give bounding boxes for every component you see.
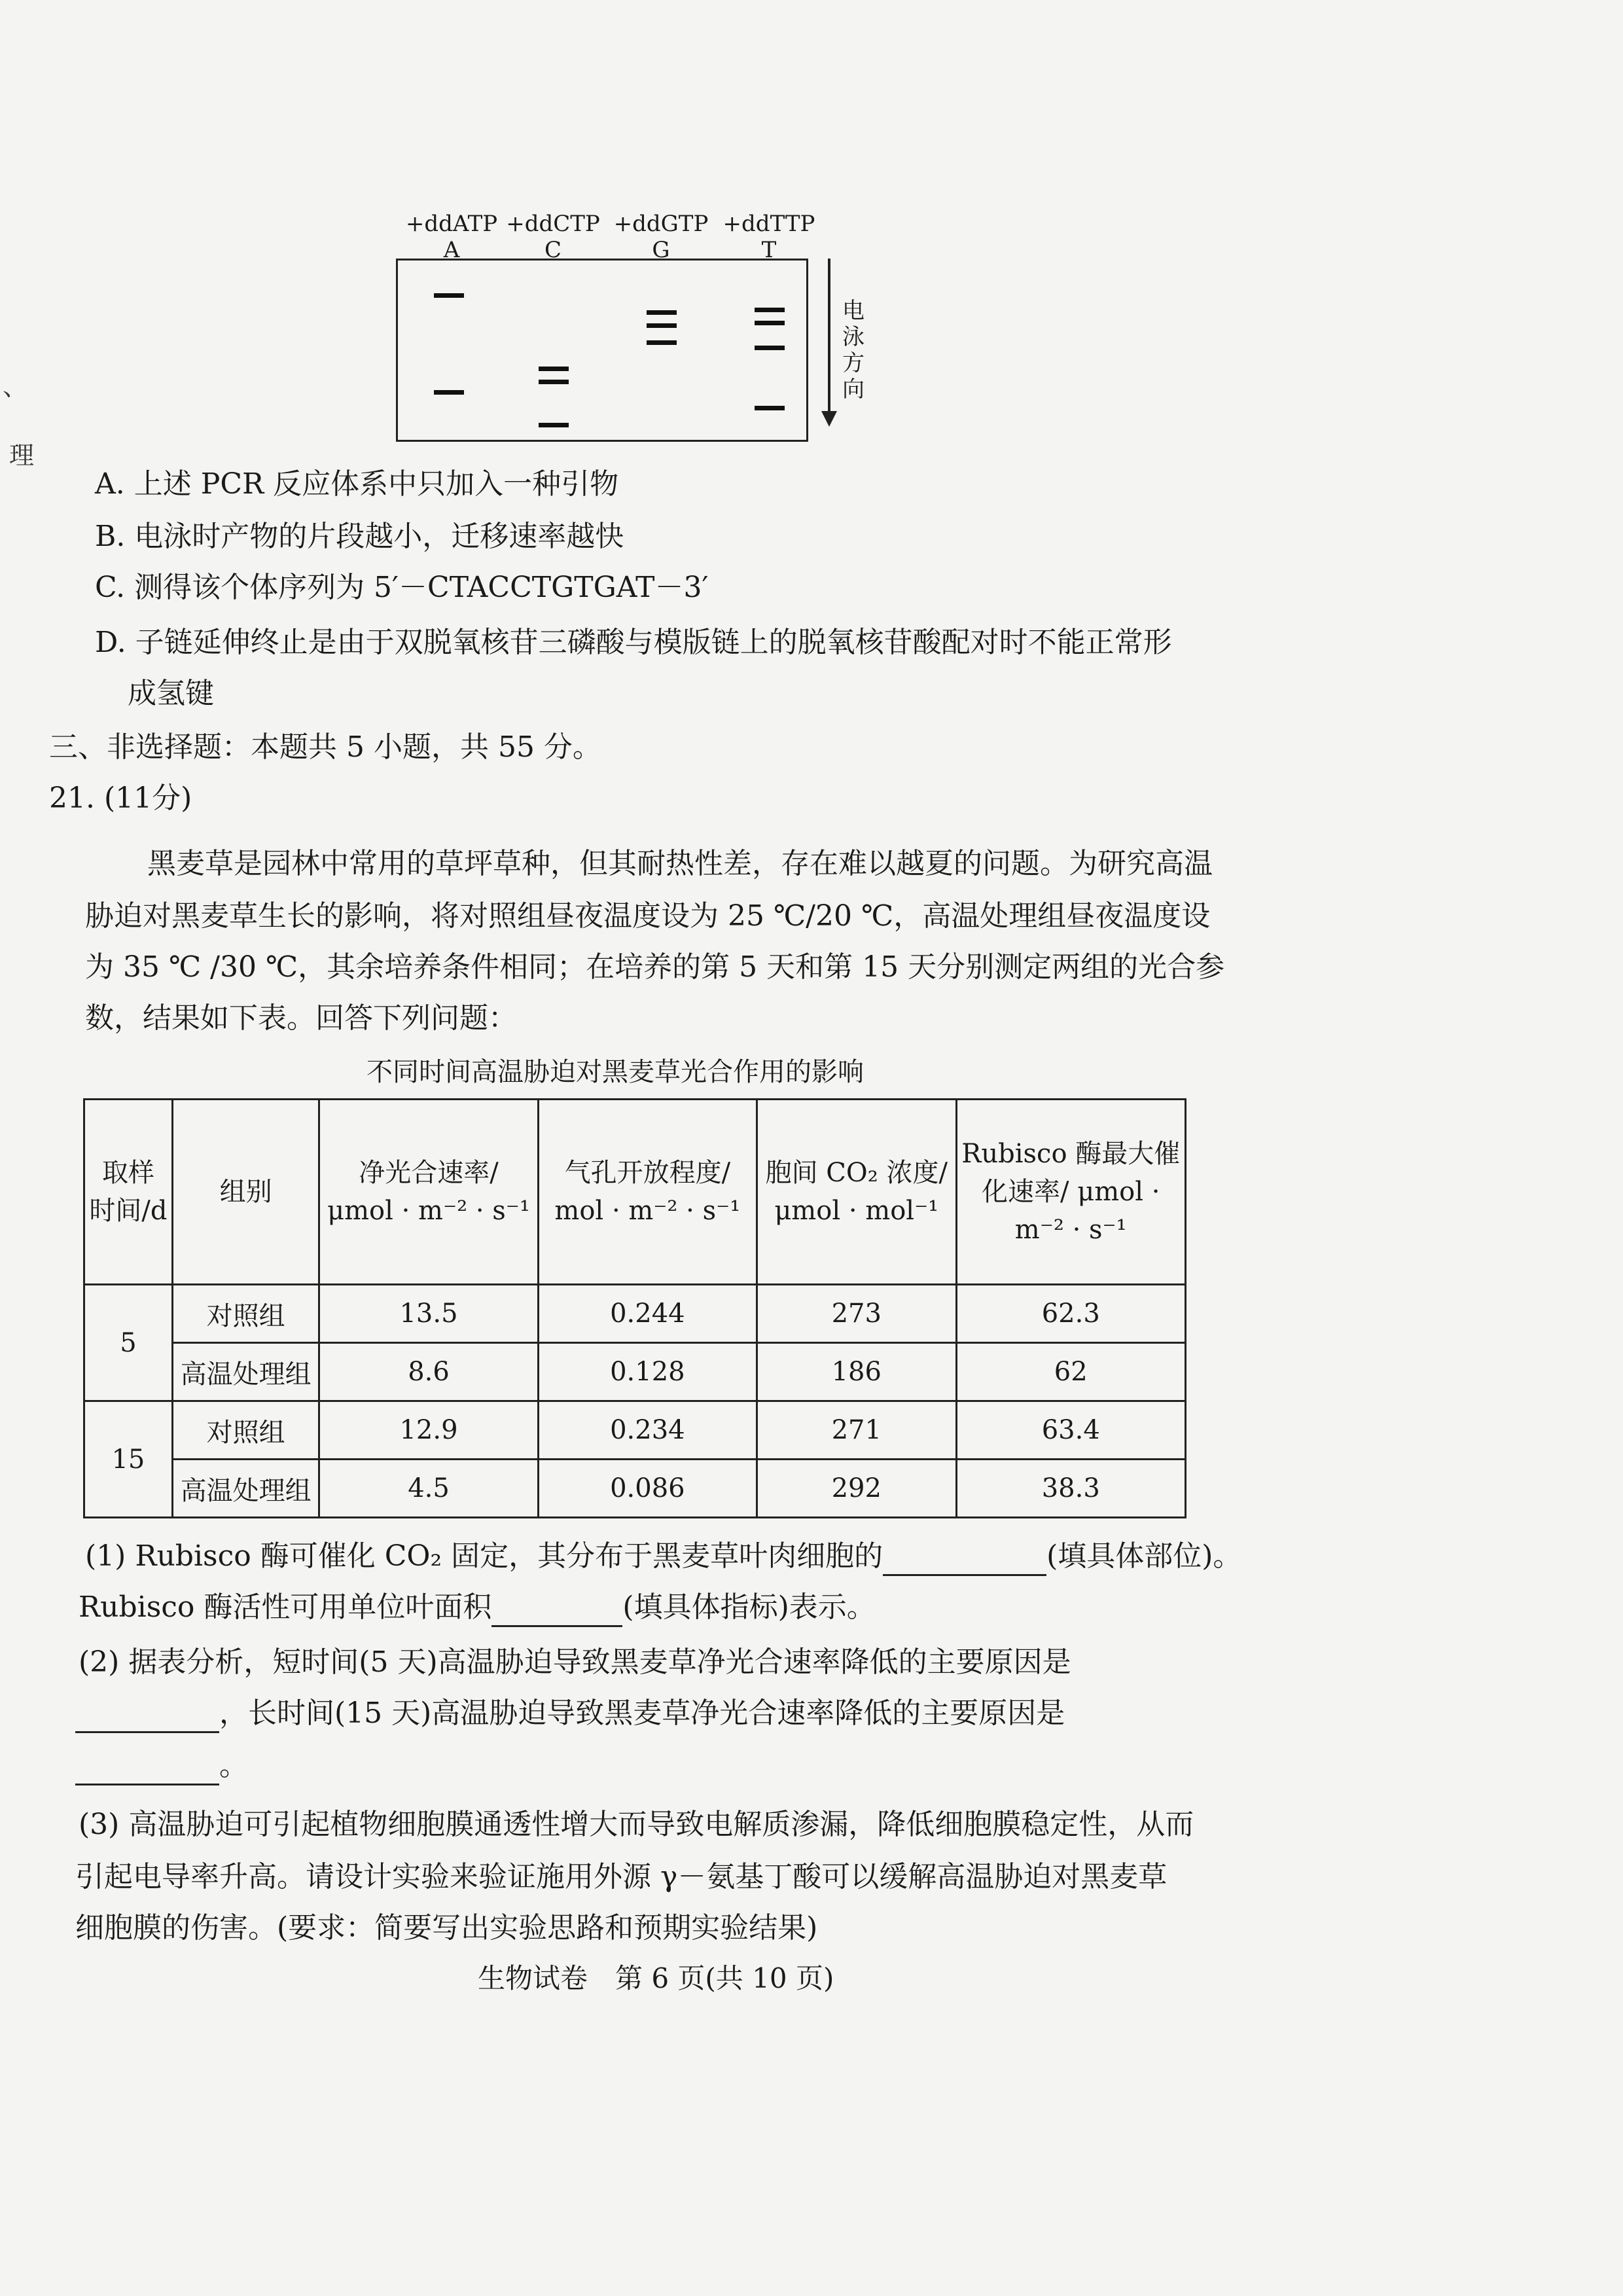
gel-band — [755, 308, 785, 312]
table-row — [84, 1343, 1186, 1401]
answer-blank[interactable] — [883, 1545, 1046, 1576]
cell-net: 12.9 — [319, 1401, 538, 1460]
q21-intro-line: 数，结果如下表。回答下列问题： — [85, 1001, 517, 1035]
gel-band — [647, 323, 677, 328]
direction-arrow-icon — [828, 259, 830, 412]
cell-rubisco: 62 — [956, 1343, 1186, 1401]
header-stomata: 气孔开放程度/ mol · m⁻² · s⁻¹ — [538, 1100, 757, 1285]
gel-band — [539, 367, 569, 371]
cell-stomata: 0.234 — [538, 1401, 757, 1460]
lane-t-base-label: T — [761, 237, 777, 263]
q21-intro-line: 为 35 ℃ /30 ℃，其余培养条件相同；在培养的第 5 天和第 15 天分别测定两组的光合参 — [85, 950, 1225, 984]
gel-band — [434, 390, 464, 395]
cell-day: 5 — [84, 1285, 173, 1401]
q21-part2-end: 。 — [219, 1749, 248, 1782]
cell-group: 高温处理组 — [172, 1343, 319, 1401]
page-footer: 生物试卷 第 6 页(共 10 页) — [478, 1962, 834, 1994]
cell-rubisco: 38.3 — [956, 1460, 1186, 1518]
lane-g-base-label: G — [652, 237, 670, 263]
margin-mark: 、 — [3, 372, 28, 401]
gel-diagram — [396, 259, 808, 442]
gel-band — [647, 310, 677, 315]
lane-a-top-label: +ddATP — [405, 211, 498, 237]
q21-part1-hint: (填具体部位)。 — [1046, 1539, 1242, 1573]
option-c: C. 测得该个体序列为 5′－CTACCTGTGAT－3′ — [95, 571, 709, 604]
option-a: A. 上述 PCR 反应体系中只加入一种引物 — [95, 467, 619, 501]
lane-g-top-label: +ddGTP — [613, 211, 709, 237]
lane-a-base-label: A — [443, 237, 460, 263]
cell-stomata: 0.086 — [538, 1460, 757, 1518]
q21-part3-line2: 引起电导率升高。请设计实验来验证施用外源 γ－氨基丁酸可以缓解高温胁迫对黑麦草 — [75, 1860, 1168, 1893]
header-rubisco: Rubisco 酶最大催化速率/ μmol · m⁻² · s⁻¹ — [956, 1100, 1186, 1285]
table-row — [84, 1401, 1186, 1460]
q21-part1-line1 — [85, 1537, 1241, 1576]
header-group: 组别 — [172, 1100, 319, 1285]
gel-band — [539, 380, 569, 384]
gel-band — [539, 423, 569, 427]
answer-blank[interactable] — [75, 1755, 219, 1785]
cell-group: 高温处理组 — [172, 1460, 319, 1518]
q21-part1-line2 — [79, 1588, 876, 1627]
header-co2: 胞间 CO₂ 浓度/ μmol · mol⁻¹ — [757, 1100, 956, 1285]
direction-label: 电泳方向 — [842, 298, 865, 403]
cell-co2: 271 — [757, 1401, 956, 1460]
cell-stomata: 0.128 — [538, 1343, 757, 1401]
answer-blank[interactable] — [75, 1702, 219, 1733]
q21-part3-line3: 细胞膜的伤害。(要求：简要写出实验思路和预期实验结果) — [75, 1911, 818, 1945]
gel-band — [755, 346, 785, 350]
option-d-cont: 成氢键 — [128, 677, 214, 710]
gel-band — [755, 406, 785, 410]
q21-part1-hint2: (填具体指标)表示。 — [622, 1590, 876, 1624]
q21-part2-line1: (2) 据表分析，短时间(5 天)高温胁迫导致黑麦草净光合速率降低的主要原因是 — [79, 1645, 1071, 1679]
cell-co2: 273 — [757, 1285, 956, 1343]
answer-blank[interactable] — [491, 1596, 622, 1627]
q21-part2-line2 — [75, 1694, 1065, 1733]
cell-group: 对照组 — [172, 1401, 319, 1460]
data-table — [83, 1098, 1186, 1518]
table-title: 不同时间高温胁迫对黑麦草光合作用的影响 — [366, 1057, 864, 1087]
q21-part1-text2: Rubisco 酶活性可用单位叶面积 — [79, 1590, 492, 1624]
gel-band — [755, 321, 785, 325]
lane-t-top-label: +ddTTP — [722, 211, 815, 237]
cell-stomata: 0.244 — [538, 1285, 757, 1343]
cell-rubisco: 63.4 — [956, 1401, 1186, 1460]
margin-mark: 理 — [9, 441, 35, 470]
q21-part3-line1: (3) 高温胁迫可引起植物细胞膜通透性增大而导致电解质渗漏，降低细胞膜稳定性，从而 — [79, 1808, 1194, 1841]
arrow-down-icon — [821, 411, 837, 427]
lane-c-base-label: C — [544, 237, 562, 263]
cell-net: 13.5 — [319, 1285, 538, 1343]
option-b: B. 电泳时产物的片段越小，迁移速率越快 — [95, 520, 624, 553]
option-d: D. 子链延伸终止是由于双脱氧核苷三磷酸与模版链上的脱氧核苷酸配对时不能正常形 — [95, 626, 1172, 659]
question-number: 21. (11分) — [49, 781, 192, 815]
q21-part2-text: ，长时间(15 天)高温胁迫导致黑麦草净光合速率降低的主要原因是 — [219, 1696, 1065, 1730]
cell-net: 8.6 — [319, 1343, 538, 1401]
cell-co2: 186 — [757, 1343, 956, 1401]
header-net-rate: 净光合速率/ μmol · m⁻² · s⁻¹ — [319, 1100, 538, 1285]
cell-day: 15 — [84, 1401, 173, 1518]
table-header-row — [84, 1100, 1186, 1285]
gel-band — [434, 293, 464, 298]
cell-net: 4.5 — [319, 1460, 538, 1518]
cell-rubisco: 62.3 — [956, 1285, 1186, 1343]
table-row — [84, 1460, 1186, 1518]
table-row — [84, 1285, 1186, 1343]
lane-c-top-label: +ddCTP — [506, 211, 600, 237]
cell-co2: 292 — [757, 1460, 956, 1518]
q21-part2-line3 — [75, 1746, 248, 1785]
gel-band — [647, 340, 677, 345]
q21-intro-line: 胁迫对黑麦草生长的影响，将对照组昼夜温度设为 25 ℃/20 ℃，高温处理组昼夜温度设 — [85, 899, 1211, 933]
cell-group: 对照组 — [172, 1285, 319, 1343]
q21-part1-text: (1) Rubisco 酶可催化 CO₂ 固定，其分布于黑麦草叶肉细胞的 — [85, 1539, 883, 1573]
header-time: 取样时间/d — [84, 1100, 173, 1285]
q21-intro-line: 黑麦草是园林中常用的草坪草种，但其耐热性差，存在难以越夏的问题。为研究高温 — [147, 847, 1213, 880]
section-heading: 三、非选择题：本题共 5 小题，共 55 分。 — [49, 730, 601, 764]
